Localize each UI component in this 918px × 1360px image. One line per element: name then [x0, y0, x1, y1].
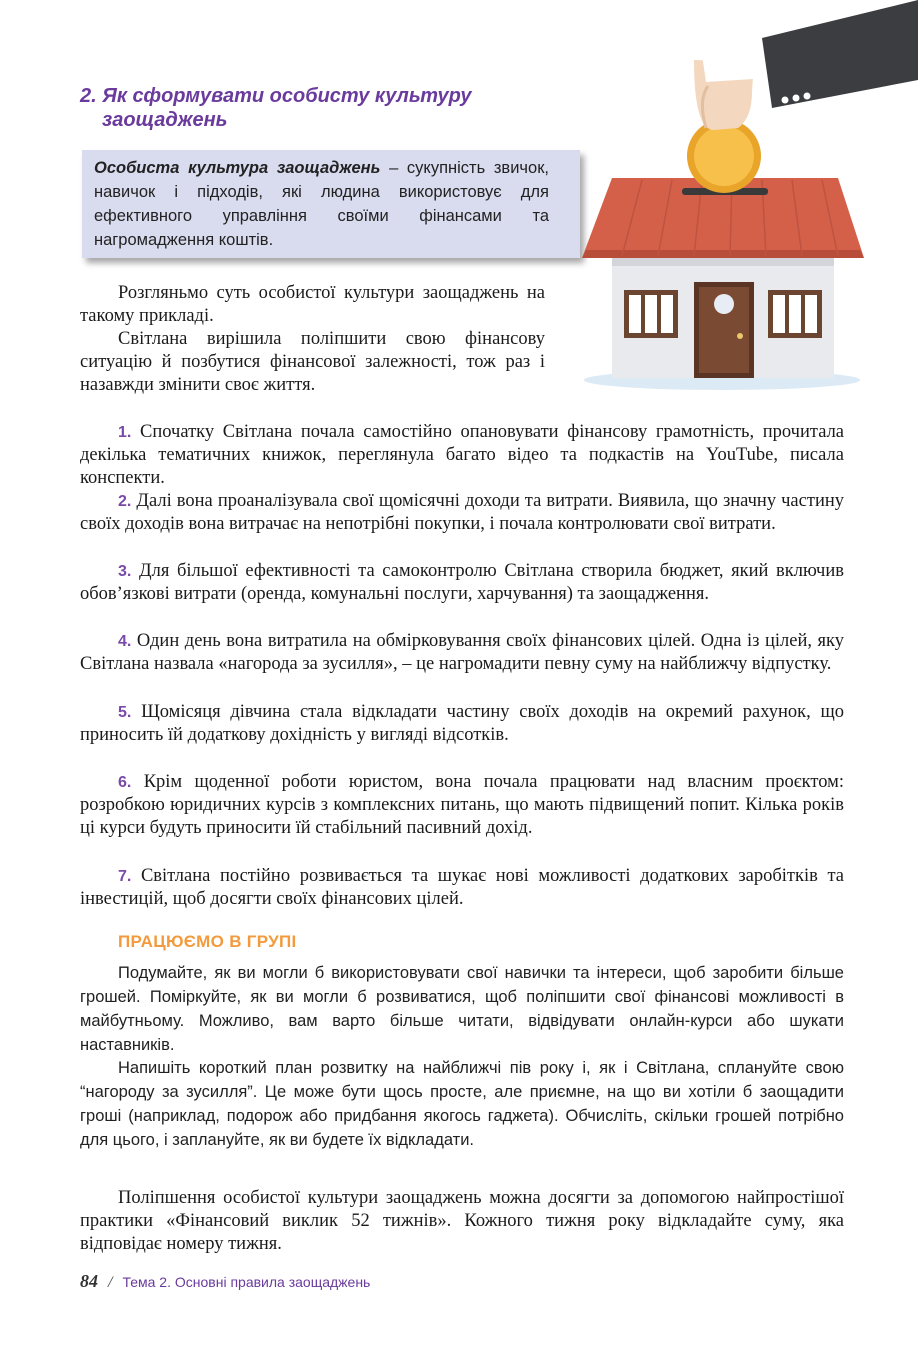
house-coin-illustration: [582, 0, 918, 400]
sleeve-icon: [762, 0, 918, 108]
step-3: 3. Для більшої ефективності та самоконтролю Світлана створила бюджет, який включив обов’язкові витрати (оренда, комунальні послуги, харчування) та заощадження.: [80, 561, 845, 604]
group-paragraph-2: Напишіть короткий план розвитку на найближчі пів року і, як і Світлана, сплануйте свою “нагороду за зусилля”. Це може бути щось просте, але приємне, на що ви хотіли б заощадити гроші (наприклад, подорож або придбання якогось гаджета). Обчисліть, скільки грошей потрібно для цього, і заплануйте, як ви будете їх відкладати.: [80, 1059, 844, 1149]
definition-box: [82, 150, 580, 258]
window-left-icon: [624, 290, 678, 338]
section-heading: [80, 84, 560, 132]
step-7: 7. Світлана постійно розвивається та шукає нові можливості додаткових заробітків та інвестицій, щоб досягти своїх фінансових цілей.: [80, 866, 844, 909]
step-1: 1. Спочатку Світлана почала самостійно опановувати фінансову грамотність, прочитала декілька тематичних книжок, переглянула багато відео та подкастів на YouTube, писала конспекти.: [80, 422, 845, 488]
hand-icon: [694, 45, 768, 130]
intro-paragraph-2: Світлана вирішила поліпшити свою фінансову ситуацію й позбутися фінансової залежності, тож раз і назавжди змінити своє життя.: [80, 329, 545, 395]
coin-icon: [687, 119, 761, 193]
footer-topic: Тема 2. Основні правила заощаджень: [122, 1274, 371, 1290]
footer-separator: /: [108, 1274, 113, 1291]
window-right-icon: [768, 290, 822, 338]
section-heading-line1: 2. Як сформувати особисту культуру: [80, 85, 472, 107]
intro-paragraph-1: Розгляньмо суть особистої культури заощаджень на такому прикладі.: [80, 283, 545, 326]
definition-body: – сукупність звичок, навичок і підходів, які людина використовує для ефективного управління своїми фінансами та нагромадження коштів.: [94, 159, 549, 249]
step-4: 4. Один день вона витратила на обмірковування своїх фінансових цілей. Одна із цілей, яку Світлана назвала «нагорода за зусилля», – це нагромадити певну суму на найближчу відпустку.: [80, 631, 845, 674]
definition-text: [94, 156, 549, 252]
step-5: 5. Щомісяця дівчина стала відкладати частину своїх доходів на окремий рахунок, що приносить їй додаткову дохідність у вигляді відсотків.: [80, 702, 844, 745]
definition-term: Особиста культура заощаджень: [94, 159, 381, 177]
closing-paragraph: Поліпшення особистої культури заощаджень можна досягти за допомогою найпростішої практики «Фінансовий виклик 52 тижнів». Кожного тижня року відкладайте суму, яка відповідає номеру тижня.: [80, 1188, 844, 1254]
step-2: 2. Далі вона проаналізувала свої щомісячні доходи та витрати. Виявила, що значну частину своїх доходів вона витрачає на непотрібні покупки, і почала контролювати свої витрати.: [80, 491, 844, 534]
group-paragraph-1: Подумайте, як ви могли б використовувати свої навички та інтереси, щоб заробити більше грошей. Поміркуйте, як ви могли б розвиватися, щоб поліпшити свої фінансові можливості в майбутньому. Можливо, вам варто більше читати, відвідувати онлайн-курси або шукати наставників.: [80, 964, 844, 1054]
page-footer: [80, 1271, 370, 1292]
page-number: 84: [80, 1271, 98, 1291]
section-heading-line2: заощаджень: [102, 109, 228, 131]
door-icon: [694, 282, 754, 378]
step-6: 6. Крім щоденної роботи юристом, вона почала працювати над власним проєктом: розробкою юридичних курсів з комплексних питань, що мають підвищений попит. Кілька років ці курси будуть приносити їй стабільний пасивний дохід.: [80, 772, 844, 838]
group-work-heading: ПРАЦЮЄМО В ГРУПІ: [118, 932, 297, 951]
